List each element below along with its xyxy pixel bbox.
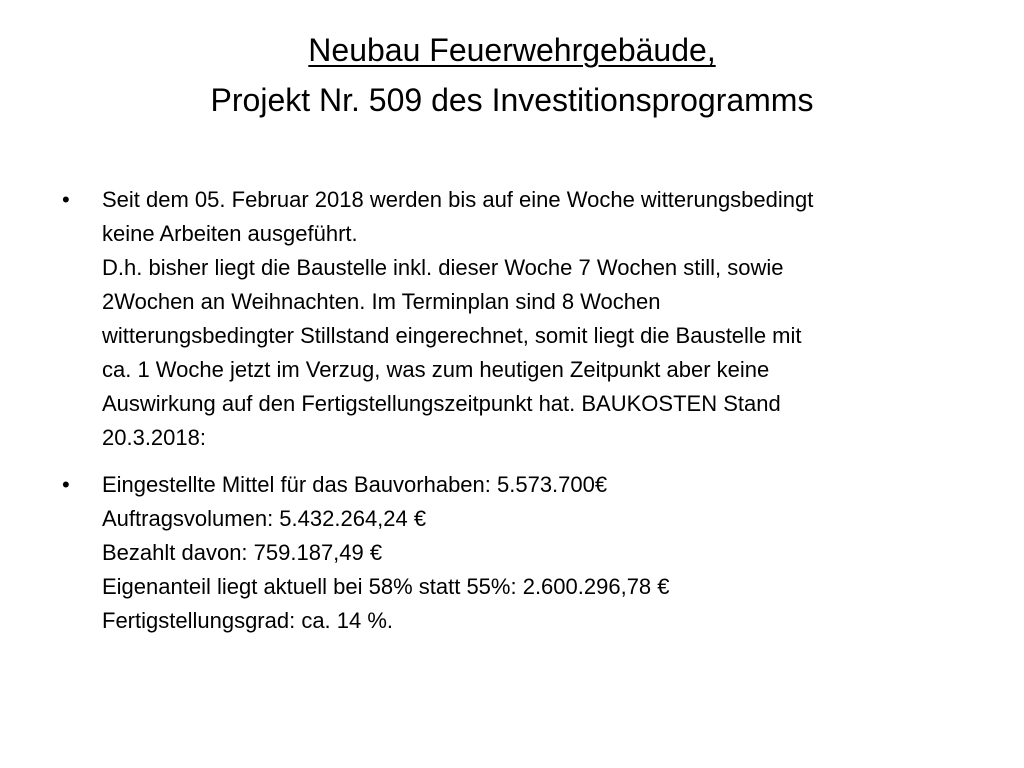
bullet-1-line-3: D.h. bisher liegt die Baustelle inkl. dieser Woche 7 Wochen still, sowie [102, 255, 784, 280]
bullet-1-line-4: 2Wochen an Weihnachten. Im Terminplan sind 8 Wochen [102, 289, 661, 314]
bullet-2-line-1: Eingestellte Mittel für das Bauvorhaben: 5.573.700€ [102, 472, 608, 497]
bullet-1-line-6: ca. 1 Woche jetzt im Verzug, was zum heutigen Zeitpunkt aber keine [102, 357, 770, 382]
bullet-1-line-1: Seit dem 05. Februar 2018 werden bis auf eine Woche witterungsbedingt [102, 187, 814, 212]
bullet-2-line-5: Fertigstellungsgrad: ca. 14 %. [102, 608, 394, 633]
bullet-2-line-4: Eigenanteil liegt aktuell bei 58% statt 55%: 2.600.296,78 € [102, 574, 670, 599]
bullet-item-2 [60, 468, 960, 638]
bullet-1-line-8: 20.3.2018: [102, 425, 206, 450]
slide-title [60, 25, 964, 125]
bullet-2-line-2: Auftragsvolumen: 5.432.264,24 € [102, 506, 427, 531]
bullet-1-line-2: keine Arbeiten ausgeführt. [102, 221, 358, 246]
bullet-1-line-5: witterungsbedingter Stillstand eingerechnet, somit liegt die Baustelle mit [102, 323, 802, 348]
title-line-2: Projekt Nr. 509 des Investitionsprogramms [210, 82, 814, 118]
bullet-list [60, 183, 960, 651]
title-line-1: Neubau Feuerwehrgebäude, [308, 32, 716, 68]
bullet-dot-icon: • [62, 187, 70, 212]
bullet-dot-icon: • [62, 472, 70, 497]
bullet-item-1 [60, 183, 960, 455]
bullet-2-line-3: Bezahlt davon: 759.187,49 € [102, 540, 383, 565]
bullet-1-line-7: Auswirkung auf den Fertigstellungszeitpunkt hat. BAUKOSTEN Stand [102, 391, 781, 416]
